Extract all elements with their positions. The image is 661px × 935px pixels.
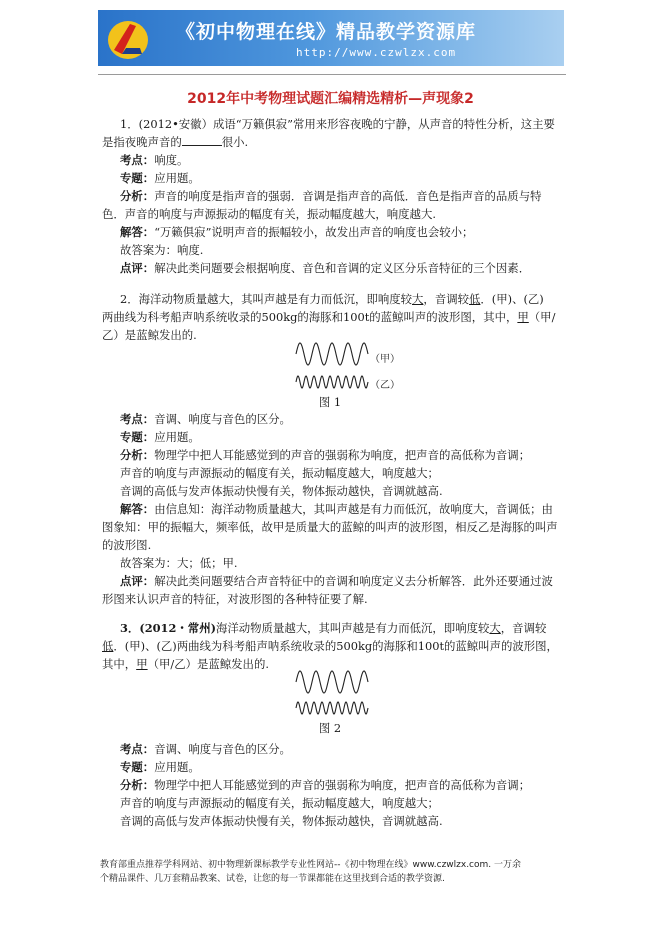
q2-stem-line1: 2．海洋动物质量越大，其叫声越是有力而低沉，即响度较大，音调较低．(甲)、(乙) [120, 292, 544, 306]
q3-fenxi: 分析：物理学中把人耳能感觉到的声音的强弱称为响度，把声音的高低称为音调； [120, 778, 531, 792]
q2-fenxi-cont2: 音调的高低与发声体振动快慢有关，物体振动越快，音调就越高. [120, 484, 443, 498]
q1-stem-line2: 是指夜晚声音的 很小. [102, 135, 249, 149]
figure-2-caption: 图 2 [318, 721, 342, 735]
q1-kaodian: 考点：响度。 [120, 153, 189, 167]
q1-dianping: 点评：解决此类问题要会根据响度、音色和音调的定义区分乐音特征的三个因素． [120, 261, 531, 275]
q3-stem-line1: 3．(2012・常州)海洋动物质量越大，其叫声越是有力而低沉，即响度较大，音调较 [120, 621, 547, 635]
q2-jieda-cont1: 图象知：甲的振幅大，频率低，故甲是质量大的蓝鲸的叫声的波形图，相反乙是海豚的叫声 [102, 520, 558, 534]
q1-answer-blank [182, 145, 222, 146]
q1-fenxi: 分析：声音的响度是指声音的强弱．音调是指声音的高低．音色是指声音的品质与特 [120, 189, 542, 203]
header-divider [98, 74, 566, 75]
q3-fenxi-cont2: 音调的高低与发声体振动快慢有关，物体振动越快，音调就越高. [120, 814, 443, 828]
q1-answer: 故答案为：响度. [120, 243, 204, 257]
q3-zhuanti: 专题：应用题。 [120, 760, 200, 774]
q2-stem-line2: 两曲线为科考船声呐系统收录的500kg的海豚和100t的蓝鲸叫声的波形图，其中，甲（甲/ [102, 310, 556, 324]
footer-line-2: 个精品课件、几万套精品教案、试卷，让您的每一节课都能在这里找到合适的教学资源. [100, 874, 445, 884]
footer-line-1: 教育部重点推荐学科网站、初中物理新课标教学专业性网站--《初中物理在线》www.czwlzx.com. 一万余 [100, 860, 522, 870]
page-footer [100, 858, 568, 886]
fig1-label-jia: （甲） [370, 354, 400, 365]
fig1-label-yi: （乙） [370, 380, 400, 391]
figure-2-waveforms [294, 668, 374, 716]
q1-zhuanti: 专题：应用题。 [120, 171, 200, 185]
q2-zhuanti: 专题：应用题。 [120, 430, 200, 444]
wave-jia [296, 671, 368, 693]
banner-title: 《初中物理在线》精品教学资源库 [176, 21, 477, 43]
site-logo [106, 14, 150, 62]
banner-url[interactable]: http://www.czwlzx.com [296, 46, 457, 59]
q2-kaodian: 考点：音调、响度与音色的区分。 [120, 412, 291, 426]
wave-yi [296, 702, 368, 714]
wave-yi [296, 376, 368, 388]
q2-dianping-cont: 形图来认识声音的特征，对波形图的各种特征要了解. [102, 592, 368, 606]
q1-stem-line1: 1．(2012•安徽）成语“万籁俱寂”常用来形容夜晚的宁静，从声音的特性分析，这主要 [120, 117, 555, 131]
q3-fenxi-cont1: 声音的响度与声源振动的幅度有关，振动幅度越大，响度越大； [120, 796, 439, 810]
q2-fenxi-cont1: 声音的响度与声源振动的幅度有关，振动幅度越大，响度越大； [120, 466, 439, 480]
q2-dianping: 点评：解决此类问题要结合声音特征中的音调和响度定义去分析解答．此外还要通过波 [120, 574, 553, 588]
wave-jia [296, 343, 368, 365]
figure-1-caption: 图 1 [318, 395, 342, 409]
q3-stem-line3: 其中，甲（甲/乙）是蓝鲸发出的. [102, 657, 269, 671]
q2-stem-line3: 乙）是蓝鲸发出的. [102, 328, 197, 342]
q2-jieda-cont2: 的波形图. [102, 538, 152, 552]
q2-jieda: 解答：由信息知：海洋动物质量越大，其叫声越是有力而低沉，故响度大，音调低；由 [120, 502, 553, 516]
q2-fenxi: 分析：物理学中把人耳能感觉到的声音的强弱称为响度，把声音的高低称为音调； [120, 448, 531, 462]
q2-answer: 故答案为：大；低；甲. [120, 556, 238, 570]
q1-jieda: 解答：“万籁俱寂”说明声音的振幅较小，故发出声音的响度也会较小； [120, 225, 474, 239]
q1-fenxi-cont: 色．声音的响度与声源振动的幅度有关，振动幅度越大，响度越大. [102, 207, 436, 221]
q3-kaodian: 考点：音调、响度与音色的区分。 [120, 742, 291, 756]
site-banner [98, 10, 564, 66]
q3-stem-line2: 低．(甲)、(乙)两曲线为科考船声呐系统收录的500kg的海豚和100t的蓝鲸叫声的波形图， [102, 639, 558, 653]
document-title: 2012年中考物理试题汇编精选精析—声现象2 [187, 91, 474, 107]
